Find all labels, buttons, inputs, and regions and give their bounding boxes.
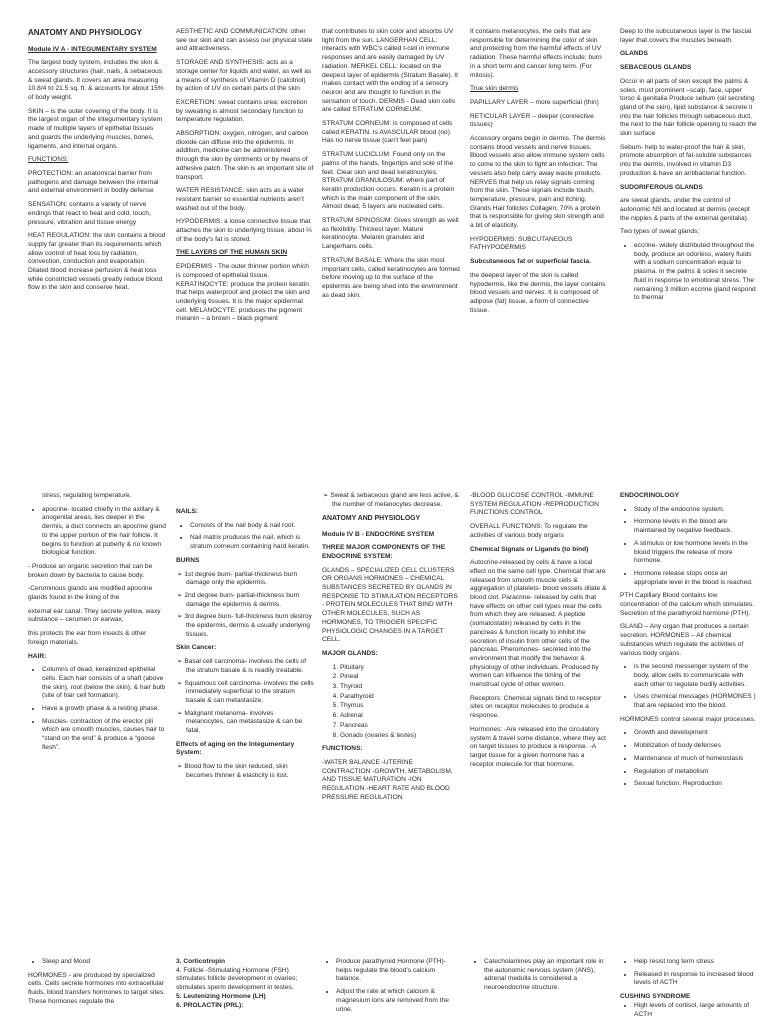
paragraph: stress, regulating temperature. — [42, 492, 132, 499]
paragraph: HYPODERMIS: a loose connective tissue that attaches the skin to underlying tissue, about ⅔ of the body’s fat is stored. — [176, 218, 312, 243]
paragraph: Sebum- help to water-proof the hair & skin, promote absorption of fat-soluble substances into the dermis, involved in vitamin D3 production & have an antibacterial function. — [620, 143, 752, 177]
section-heading: MAJOR GLANDS: — [322, 649, 378, 657]
paragraph: EXCRETION: sweat contains urea; excretion by sweating is almost secondary function to temperature regulation. — [176, 98, 308, 124]
list-item: • Consists of the nail body & nail root. — [190, 522, 314, 531]
arrow-list — [322, 492, 460, 509]
paragraph: Autocrine-released by cells & have a local effect on the same cell type. Chemical that are released from smooth muscle cells & aggregation of platelets- blood vessels dilate & blood clot. Paracrine- released by cells that have effects on other cell types near the cells from which they are released. A peptide (somatostatin) released by cells in the pancreas & function locally to inhibit the secretion of insulin from other cells of the pancreas. Pheromones- secreted into the environment that modify the behavior & physiology of other individuals. Produced by women can influence the timing of the menstrual cycle of other women. — [470, 559, 607, 689]
doc-title: ANATOMY AND PHYSIOLOGY — [322, 515, 421, 523]
list-item: • Hormone release stops once an appropriate level in the blood is reached. — [634, 570, 758, 587]
list-item: • is the second messenger system of the body, allow cells to communicate with each other to regulate bodily activities. — [634, 663, 758, 689]
section-heading: SEBACEOUS GLANDS — [620, 64, 692, 72]
list-item: 8. Gonads (ovaries & testes) — [340, 732, 460, 741]
paragraph: STORAGE AND SYNTHESIS: acts as a storage center for liquids and water, as well as a means of synthesis of Vitamin D (calcitriol) by action of UV on certain parts of the skin — [176, 59, 312, 93]
column-r2-4 — [470, 492, 608, 902]
module-heading: Module IV A - INTEGUMENTARY SYSTEM — [28, 45, 157, 53]
column-r1-1 — [28, 28, 166, 418]
paragraph: HORMONES - are produced by specialized cells. Cells secrete hormones into extracellular fluids, blood transfers hormones to target sites. These hormones regulate the — [28, 971, 166, 1005]
list-item: ➢ 3rd degree burn- full-thickness burn destroy the epidermis, dermis & usually underlying tissues. — [186, 613, 314, 639]
list-item: 4. Follicle -Stimulating Hormone (FSH) stimulates follicle development in ovaries; stimulates sperm development in testes. — [176, 966, 298, 992]
list-item: 6. PROLACTIN (PRL): — [176, 1001, 244, 1009]
module-heading: Module IV B - ENDOCRINE SYSTEM — [322, 530, 435, 538]
list-item: • Columns of dead, keratinized epithelial cells. Each hair consists of a shaft (above the skin), root (below the skin), & hair bulb (site of hair cell formation). — [42, 666, 166, 701]
section-heading: FUNCTIONS: — [322, 745, 363, 753]
paragraph: SKIN – is the outer covering of the body. It is the largest organ of the integumentary system made of multiple layers of epithelial tissues and guards the underlying muscles, bones, ligaments, and internal organs. — [28, 107, 163, 150]
paragraph: It contains melanocytes, the cells that are responsible for determining the color of skin and protecting from the harmful effects of UV radiation. These harmful effects include; burn in a short term and cancer long term. (For mitosis). — [470, 28, 602, 79]
list-item: 5. Leutenizing Hormone (LH) — [176, 992, 266, 1000]
section-heading: Effects of aging on the Integumentary System: — [176, 740, 295, 757]
paragraph: Receptors: Chemical signals bind to receptor sites on receptor molecules to produce a response. — [470, 694, 602, 720]
paragraph: Subcutaneous fat or superficial fascia. — [470, 258, 591, 266]
column-r1-2 — [176, 28, 314, 428]
paragraph: The largest body system, includes the skin & accessory structures (hair, nails, & sebaceous & sweat glands. It covers an area measuring 10.8/4 to 21.5 sq. ft. & accounts for about 15% of body weight. — [28, 59, 164, 102]
list-item: • A stimulus or low hormone levels in the blood triggers the release of more hormone. — [634, 540, 758, 566]
list-item: • Sexual function, Reproduction — [634, 780, 758, 789]
paragraph: HEAT REGULATION: the skin contains a blood supply far greater than its requirements which allow control of heat loss by radiation, convection, conduction and evaporation. Dilated blood increase perfusion & heat loss while constricted vessels greatly reduce blood flow in the skin and conserve heat. — [28, 232, 166, 292]
paragraph: external ear canal. They secrete yellow, waxy substance – cerumen or earwax, — [28, 607, 161, 624]
list-item: • Released in response to increased blood levels of ACTH — [634, 971, 758, 988]
bullet-list — [322, 958, 460, 1014]
column-r2-1 — [28, 492, 166, 902]
paragraph: STRATUM LUCICLUM: Found only on the palms of the hands, fingertips and sole of the feet. Clear skin and dead keratinocytes. STRATUM GRANULOSUM: where part of keratin production occurs. Keratin is a protein which is the main component of the skin. Almost dead, 5 layers are nucleated cells. — [322, 151, 455, 211]
paragraph: PROTECTION: an anatomical barrier from pathogens and damage between the internal and external environment in bodily defense — [28, 169, 159, 195]
list-item: 6. Adrenal — [340, 712, 460, 721]
paragraph: RETICULAR LAYER – deeper (connective tissues) — [470, 112, 594, 129]
bullet-list — [28, 506, 166, 558]
list-item: 1. Pituitary — [340, 664, 460, 673]
bullet-list — [620, 506, 758, 588]
paragraph: ABSORPTION: oxygen, nitrogen, and carbon dioxide can diffuse into the epidermis. In addition, medicine can be administered through the skin by ointments or by means of adhesive patch. The skin is an important site of transport. — [176, 130, 314, 181]
list-item: ➢ Sweat & sebaceous gland are less active, & the number of melanocytes decrease. — [332, 492, 460, 509]
paragraph: Two types of sweat glands; — [620, 228, 700, 236]
column-r1-4 — [470, 28, 608, 418]
section-heading: ENDOCRINOLOGY — [620, 492, 679, 499]
paragraph: AESTHETIC AND COMMUNICATION: other see our skin and can assess our physical state and attractiveness. — [176, 28, 313, 53]
paragraph: STRATUM CORNEUM: is composed of cells called KERATIN. Is AVASCULAR blood (no) Has no nerve tissue (can’t feel pain) — [322, 120, 453, 145]
bullet-list — [620, 729, 758, 789]
list-item: 5. Thymus — [340, 702, 460, 711]
bullet-list — [28, 666, 166, 752]
list-item: • Nail matrix produces the nail, which is stratum corneum containing hard keratin. — [190, 534, 314, 551]
paragraph: HORMONES control several major processes. — [620, 715, 756, 723]
section-heading: CUSHING SYNDROME — [620, 993, 691, 1001]
paragraph: Accessory organs begin in dermis. The dermis contains blood vessels and nerve tissues. Blood vessels also allow immune system cells to come to the skin to fight an infection. The vessels also help carry away waste products. NERVES that help us relay signals coming from the skin. These signals include touch, temperature, pressure, pain and itching. Glands Hair follicles Collagen, 70% a protein that is responsible for giving skin strength and a bit of elasticity. — [470, 135, 606, 230]
paragraph: the deepest layer of the skin is called hypodermis, like the dermis, the layer contains blood vessels and nerves. It is composed of adipose (fat) tissue, a form of connective tissue. — [470, 271, 606, 314]
bullet-list — [176, 522, 314, 552]
section-heading: Chemical Signals or Ligands (to bind) — [470, 545, 589, 553]
section-heading: THE LAYERS OF THE HUMAN SKIN — [176, 249, 288, 257]
list-item: 3. Corticotropin — [176, 958, 226, 965]
column-r3-2 — [176, 958, 314, 1024]
list-item: • apocrine- located chiefly in the axillary & anogenital areas, lies deeper in the dermis, a duct connects an apocrine gland to the upper portion of the hair follicle. It begins to function at puberty & no known biological function. — [42, 506, 166, 558]
column-r2-5 — [620, 492, 758, 902]
paragraph: EPIDERMIS - The outer thinner portion which is composed of epithelial tissue. KERATINOCYTE: produce the protein keratin that helps waterproof and protect the skin and underlying tissues. It is the major epidermal cell. MELANOCYTE: produces the pigment melanin – a brown – black pigment — [176, 263, 310, 323]
list-item: 3. Thyroid — [340, 683, 460, 692]
section-heading: GLANDS — [620, 50, 648, 58]
bullet-list — [620, 663, 758, 711]
bullet-list — [28, 958, 166, 967]
list-item: 7. Pancreas — [340, 722, 460, 731]
bullet-list — [620, 242, 758, 303]
list-item: • Uses chemical messages (HORMONES ) that are replaced into the blood. — [634, 693, 758, 710]
paragraph: are sweat glands, under the control of autonomic NS and located at dermis (except the nipples & parts of the external genitalia). — [620, 197, 750, 222]
list-item: ➢ Malignant melanoma- involves melanocytes, can metastasize & can be fatal. — [186, 710, 314, 736]
paragraph: PTH Capillary Blood contains low concentration of the calcium which stimulates. Secretion of the parathyroid hormone (PTH). — [620, 592, 755, 617]
list-item: 4. Parathyroid — [340, 693, 460, 702]
section-heading: SUDORIFEROUS GLANDS — [620, 183, 703, 191]
list-item: 2. Pineal — [340, 673, 460, 682]
section-heading: True skin dermis — [470, 85, 519, 93]
paragraph: -BLOOD GLUCOSE CONTROL -IMMUNE SYSTEM REGULATION -REPRODUCTION FUNCTIONS CONTROL — [470, 492, 599, 517]
arrow-list — [176, 658, 314, 736]
list-item: • Sleep and Mood — [42, 958, 166, 967]
column-r1-3 — [322, 28, 460, 418]
paragraph: - Produce an organic secretion that can be broken down by bacteria to cause body. — [28, 562, 153, 579]
column-r1-5 — [620, 28, 758, 448]
paragraph: SENSATION: contains a variety of nerve endings that react to heat and cold, touch, pressure, vibration and tissue energy — [28, 201, 151, 226]
paragraph: GLAND – Any organ that produces a certain secretion. HORMONES – All chemical substances which regulate the activities of various body organs. — [620, 623, 749, 657]
arrow-list — [176, 763, 314, 780]
list-item: • Hormone levels in the blood are maintained by negative feedback. — [634, 518, 758, 535]
list-item: • Have a growth phase & a resting phase. — [42, 705, 166, 714]
list-item: • Muscles- contraction of the erector pili which are smooth muscles, causes hair to “stand on the end” & produce a “goose flesh”. — [42, 718, 166, 753]
list-item: ➢ 2nd degree burn- partial-thickness burn damage the epidermis & dermis. — [186, 592, 314, 609]
section-heading: THREE MAJOR COMPONENTS OF THE ENDOCRINE SYSTEM: — [322, 544, 446, 560]
paragraph: Deep to the subcutaneous layer is the fascial layer that covers the muscles beneath. — [620, 28, 752, 44]
paragraph: HYPODERMIS: SUBCUTANEOUS FATHYPODERMIS — [470, 235, 573, 252]
bullet-list — [620, 1002, 758, 1019]
paragraph: Occur in all parts of skin except the palms & soles, most prominent –scalp, face, upper torso & genitalia Produce sebum (oil secreting gland of the skin), lipid substance & secrete it into the hair follicles through sebaceous duct, the next to the hair follicle opening to reach the skin surface — [620, 77, 757, 138]
list-item: • Produce parathyroid Hormone (PTH)- helps regulate the blood’s calcium balance. — [336, 958, 460, 984]
list-item: • Study of the endocrine system. — [634, 506, 758, 515]
section-heading: Skin Cancer: — [176, 644, 217, 652]
paragraph: Hormones: -Are released into the circulatory system & travel some distance, where they act on target tissues to produce a response. -A target tissue for a given hormone has a receptor molecule for that hormone. — [470, 725, 606, 768]
doc-title: ANATOMY AND PHYSIOLOGY — [28, 28, 142, 37]
list-item: • Maintenance of much of homeostasis — [634, 755, 758, 764]
list-item: • Mobilization of body defenses — [634, 742, 758, 751]
column-r2-2 — [176, 508, 314, 918]
paragraph: this protects the ear from insects & other foreign materials. — [28, 630, 147, 646]
arrow-list — [176, 571, 314, 640]
glands-list — [322, 664, 460, 741]
column-r3-3 — [322, 958, 460, 1024]
list-item: • Help resist long term stress — [634, 958, 758, 967]
column-r3-1 — [28, 958, 166, 1024]
list-item: ➢ 1st degree burn- partial-thickness burn damage only the epidermis. — [186, 571, 314, 588]
list-item: ➢ Blood flow to the skin reduced, skin becomes thinner & elasticity is lost. — [186, 763, 314, 780]
list-item: ➢ Basal cell carcinoma- involves the cells of the stratum basale & is readily treatable. — [186, 658, 314, 675]
paragraph: -Ceruminous glands are modified apocrine glands found in the lining of the — [28, 585, 153, 602]
list-item: • High levels of cortisol, large amounts of ACTH — [634, 1002, 758, 1019]
paragraph: OVERALL FUNCTIONS: To regulate the activities of various body organs — [470, 523, 588, 539]
list-item: • Growth and development — [634, 729, 758, 738]
list-item: ➢ Squamous cell carcinoma- involves the cells immediately superficial to the stratum basale & can metastasize. — [186, 680, 314, 706]
bullet-list — [620, 958, 758, 988]
paragraph: STRATUM SPINOSUM: Gives strength as well as flexibility. Thickest layer. Mature keratinocyte. Melanin granules and Langerhans cells. — [322, 217, 459, 251]
column-r3-4 — [470, 958, 608, 1024]
bullet-list — [470, 958, 608, 993]
list-item: • Regulation of metabolism — [634, 768, 758, 777]
paragraph: that contributes to skin color and absorbs UV light from the sun. LANGERHAN CELL: interacts with WBC’s called t-cell in immune responses and are easily damaged by UV radiation. MERKEL CELL: located on the deepest layer of epidermis (Stratum Basale). It makes contact with the ending of a sensory neuron and are thought to function in the sensation of touch. DERMIS - Dead skin cells are called STRATUM CORNEUM. — [322, 28, 458, 114]
column-r2-3 — [322, 492, 460, 912]
paragraph: -WATER BALANCE -UTERINE CONTRACTION -GROWTH, METABOLISM, AND TISSUE MATURATION -ION REGULATION -HEART RATE AND BLOOD PRESSURE REGULATION — [322, 758, 453, 801]
paragraph: GLANDS – SPECIALIZED CELL CLUSTERS OR ORGANS HORMONES – CHEMICAL SUBSTANCES SECRETED BY GLANDS IN RESPONSE TO STIMULATION RECEPTORS - PROTEIN MOLECULES THAT BIND WITH OTHER MOLECULES, SUCH AS HORMONES, TO TRIGGER SPECIFIC PHYSIOLOGIC CHANGES IN A TARGET CELL. — [322, 566, 458, 644]
paragraph: PAPILLARY LAYER – more superficial (thin) — [470, 98, 599, 106]
section-heading: FUNCTIONS: — [28, 156, 69, 164]
section-heading: HAIR: — [28, 652, 47, 660]
list-item: • Adjust the rate at which calcium & magnesium ions are removed from the urine. — [336, 988, 460, 1014]
paragraph: STRATUM BASALE: Where the skin most important cells, called keratinocytes are formed before moving up to the surface of the epidermis are being shed into the environment as dead skin. — [322, 256, 460, 299]
section-heading: BURNS — [176, 556, 200, 564]
paragraph: WATER RESISTANCE: skin acts as a water resistant barrier so essential nutrients aren’t washed out of the body. — [176, 187, 305, 212]
list-item: • eccrine- widely distributed throughout the body, produce an odorless, watery fluids with a sodium concentration equal to plasma. In the palms & soles it secrete fluid in response to emotional stress. The remaining 3 million eccrine gland respond to thermal — [634, 242, 758, 303]
column-r3-5 — [620, 958, 758, 1024]
section-heading: NAILS: — [176, 508, 198, 515]
list-item: • Catecholamines play an important role in the autonomic nervous system (ANS), adrenal medulla is considered a neuroendocrine structure. — [484, 958, 608, 993]
